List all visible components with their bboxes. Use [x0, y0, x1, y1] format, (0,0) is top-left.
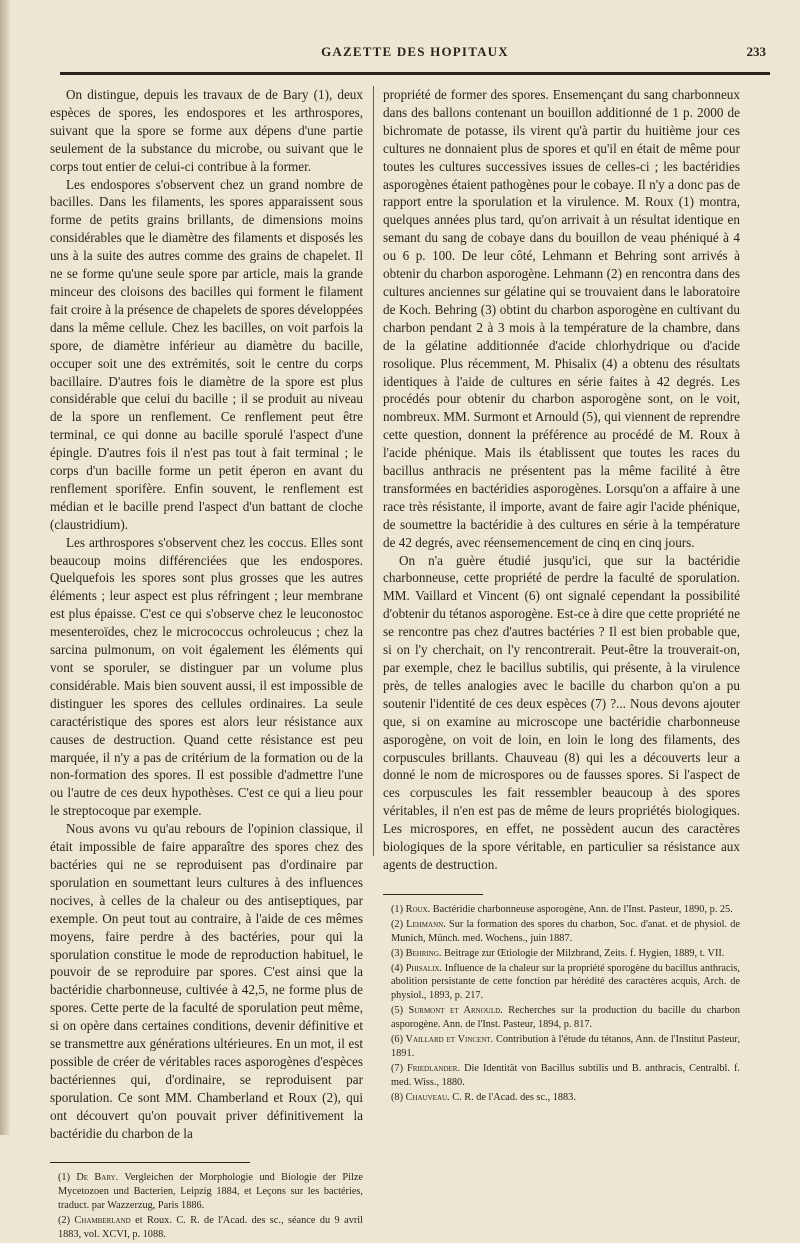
footnote-text: C. R. de l'Acad. des sc., 1883. — [452, 1091, 576, 1103]
footnote — [50, 1214, 363, 1242]
footnote — [383, 903, 740, 917]
header-rule — [60, 72, 770, 75]
footnote — [383, 947, 740, 961]
footnote — [383, 962, 740, 1004]
footnote-author: (3) Behring. — [391, 947, 442, 959]
footnote-author: (7) Friedlander. — [391, 1062, 461, 1074]
footnote-author: (2) Lehmann. — [391, 918, 446, 930]
footnote — [383, 1091, 740, 1105]
footnote-text: Die Identität von Bacillus subtilis und B. anthracis, Centralbl. f. med. Wiss., 1880. — [391, 1062, 740, 1088]
footnote-author: (5) Surmont et Arnould. — [391, 1005, 503, 1017]
paragraph: On n'a guère étudié jusqu'ici, que sur la bactéridie charbonneuse, cette propriété de perdre la faculté de sporulation. MM. Vaillard et Vincent (6) ont signalé cependant la possibilité d'obtenir du tétanos asporogène. Est-ce à dire que cette propriété ne se rencontre pas chez d'autres bactéries ? Il est bien probable que, si on l'y cherchait, on l'y rencontrerait. Peut-être la trouverait-on, par exemple, chez le bacillus subtilis, qui présente, à la virulence près, de telles analogies avec le bacille du charbon qu'on a pu soutenir l'identité de ces deux espèces (7) ?... Nous devons ajouter que, si on examine au microscope une bactéridie charbonneuse asporogène, on voit de loin, en loin le long des filaments, des corpuscules brillants. Chauveau (8) qui les a découverts leur a donné le nom de microspores ou de fausses spores. Si l'aspect de ces corpuscules les fait ressembler beaucoup à des spores véritables, il n'en est pas de même de leurs propriétés biologiques. Les microspores, en effet, ne possèdent aucun des caractères biologiques de la spore véritable, en particulier sa résistance aux agents de destruction. — [383, 552, 740, 872]
footnote — [383, 1004, 740, 1032]
footnote-rule — [383, 894, 483, 895]
column-divider — [373, 86, 374, 856]
page-header — [60, 44, 770, 66]
paragraph: Les endospores s'observent chez un grand nombre de bacilles. Dans les filaments, les spores apparaissent sous forme de petits grains brillants, de dimensions moins considérables que le diamètre des filaments et disposés les uns à la suite des autres comme des grains de chapelet. Il ne se forme qu'une seule spore par article, mais la grande minceur des cloisons des bacilles qui forment le filament fait croire à la présence de chapelets de spores développées dans la même cellule. Chez les bacilles, on voit parfois la spore, de diamètre inférieur au diamètre du bacille, occuper soit une des extrémités, soit le centre du corps bacillaire. D'autres fois le diamètre de la spore est plus considérable que celui du bacille ; il se produit au niveau de la spore un renflement. Ce renflement peut être terminal, ce qui donne au bacille sporulé l'aspect d'une épingle. D'autres fois il n'est pas tout à fait terminal ; le corps d'un bacille forme un petit éperon en avant du renflement sporifère. Enfin souvent, le renflement est médian et le bacille prend l'aspect d'un battant de cloche (claustridium). — [50, 176, 363, 532]
left-column — [50, 86, 363, 1243]
left-footnotes — [50, 1171, 363, 1242]
footnote-author: (2) Chamberland — [58, 1215, 131, 1227]
right-footnotes — [383, 903, 740, 1105]
paragraph: propriété de former des spores. Ensemençant du sang charbonneux dans des ballons contenant un bouillon additionné de 1 p. 2000 de bichromate de potasse, ils virent qu'à partir du huitième jour ces cultures ne donnaient plus de spores et qu'il en était de même pour toutes les cultures successives issues de celles-ci ; les bactéridies asporogènes étaient pathogènes pour le cobaye. Il n'y a donc pas de rapport entre la sporulation et la virulence. M. Roux (1) montra, quelques années plus tard, qu'on arrivait à un résultat identique en semant du sang de cobaye dans du bouillon de veau phéniqué à 4 ou 6 p. 100. De leur côté, Lehmann et Behring sont arrivés à obtenir du charbon asporogène. Lehmann (2) en rencontra dans des cultures anciennes sur gélatine qui se trouvaient dans le laboratoire de Koch. Behring (3) obtint du charbon asporogène en cultivant du charbon pendant 2 à 3 mois à la température de la chambre, dans de la gélatine additionnée d'acide chlorhydrique ou d'acide rosolique. Plus récemment, M. Phisalix (4) a obtenu des résultats identiques à l'aide de cultures en série faites à 42 degrés. Les procédés pour obtenir du charbon asporogène sont, on le voit, nombreux. MM. Surmont et Arnould (5), qui viennent de reprendre cette question, donnent la préférence au procédé de M. Roux à l'acide phénique. Mais ils établissent que toutes les races du bacillus anthracis ne présentent pas la même facilité à être transformées en bactéridies asporogènes. Lorsqu'on a affaire à une race très résistante, il importe, avant de faire agir l'acide phénique, de soumettre la bactéridie à des cultures en série à la température de 42 degrés, avec réensemencement de cinq en cinq jours. — [383, 87, 740, 550]
footnote-text: Contribution à l'étude du tétanos, Ann. de l'Institut Pasteur, 1891. — [391, 1034, 741, 1059]
right-column — [383, 86, 740, 1106]
footnote-text: Beitrage zur Œtiologie der Milzbrand, Zeits. f. Hygien, 1889, t. VII. — [444, 947, 725, 959]
paragraph: On distingue, depuis les travaux de de Bary (1), deux espèces de spores, les endospores et les arthrospores, suivant que la spore se forme aux dépens d'une partie seulement de la substance du microbe, ou suivant que le corps tout entier de celui-ci contribue à la former. — [50, 87, 363, 174]
footnote-author: (4) Phisalix. — [391, 962, 443, 974]
footnote-text: Sur la formation des spores du charbon, Soc. d'anat. et de physiol. de Munich, Münch. med. Wochens., juin 1887. — [391, 918, 741, 944]
page-binding-edge — [0, 0, 10, 1135]
footnote — [383, 1062, 740, 1090]
paragraph: Les arthrospores s'observent chez les coccus. Elles sont beaucoup moins différenciées que les endospores. Quelquefois les spores sont plus grosses que les autres éléments ; leur aspect est plus réfringent ; leur membrane est plus épaisse. C'est ce qui s'observe chez le leuconostoc mesenteroïdes, chez le micrococcus ochroleucus ; chez la sarcina pulmonum, on voit également les éléments qui vont se sporuler, se distinguer par un volume plus considérable. Mais bien souvent aussi, il est impossible de distinguer les spores des cellules ordinaires. La seule caractéristique des spores est alors leur résistance aux causes de destruction. Quand cette résistance est peu marquée, il n'y a pas de critérium de la formation ou de la non-formation des spores. Il est possible d'admettre l'une ou l'autre de ces deux hypothèses. C'est ce qui a lieu pour le streptocoque par exemple. — [50, 534, 363, 819]
running-title: GAZETTE DES HOPITAUX — [321, 44, 509, 59]
footnote — [383, 1033, 740, 1061]
footnote-text: Recherches sur la production du bacille du charbon asporogène. Ann. de l'Inst. Pasteur, 1894, p. 817. — [391, 1005, 740, 1031]
footnote-author: (1) Roux. — [391, 903, 431, 915]
footnote — [50, 1171, 363, 1213]
page-number: 233 — [746, 44, 766, 59]
paragraph: Nous avons vu qu'au rebours de l'opinion classique, il était impossible de faire apparaître des spores chez des bactéries qui ne se reproduisent pas d'ordinaire par sporulation en soumettant leurs cultures à des influences nocives, à celles de la chaleur ou des antiseptiques, par exemple. On peut tout au contraire, à l'aide de ces mêmes moyens, faire perdre à des bactéries, pour qui la sporulation constitue le mode de reproduction habituel, le pouvoir de se reproduire par spores. C'est ainsi que la bactéridie charbonneuse, cultivée à 42,5, ne forme plus de spores. Cette perte de la faculté de sporulation peut même, si on opère dans certaines conditions, devenir définitive et se transmettre aux générations ultérieures. En un mot, il est possible de créer de véritables races asporogènes d'espèces bactériennes qui, d'ordinaire, se reproduisent par sporulation. Ce sont MM. Chamberland et Roux (2), qui ont découvert qu'on pouvait priver définitivement la bactéridie du charbon de la — [50, 821, 363, 1141]
footnote — [383, 918, 740, 946]
footnote-rule — [50, 1162, 250, 1163]
footnote-text: et Roux. C. R. de l'Acad. des sc., séance du 9 avril 1883, vol. XCVI, p. 1088. — [58, 1215, 363, 1241]
footnote-author: (6) Vaillard et Vincent. — [391, 1034, 494, 1046]
footnote-text: Vergleichen der Morphologie und Biologie der Pilze Mycetozoen und Bacterien, Leipzig 1884, et Leçons sur les bactéries, traduct. par Wazzerzug, Paris 1886. — [58, 1172, 364, 1212]
footnote-text: Influence de la chaleur sur la propriété sporogène du bacillus anthracis, abolition persistante de cette fonction par hérédité des caractères acquis, Arch. de physiol., 1893, p. 217. — [391, 962, 740, 1002]
footnote-author: (1) De Bary. — [58, 1172, 119, 1184]
footnote-text: Bactéridie charbonneuse asporogène, Ann. de l'Inst. Pasteur, 1890, p. 25. — [432, 903, 733, 915]
footnote-author: (8) Chauveau. — [391, 1091, 450, 1103]
